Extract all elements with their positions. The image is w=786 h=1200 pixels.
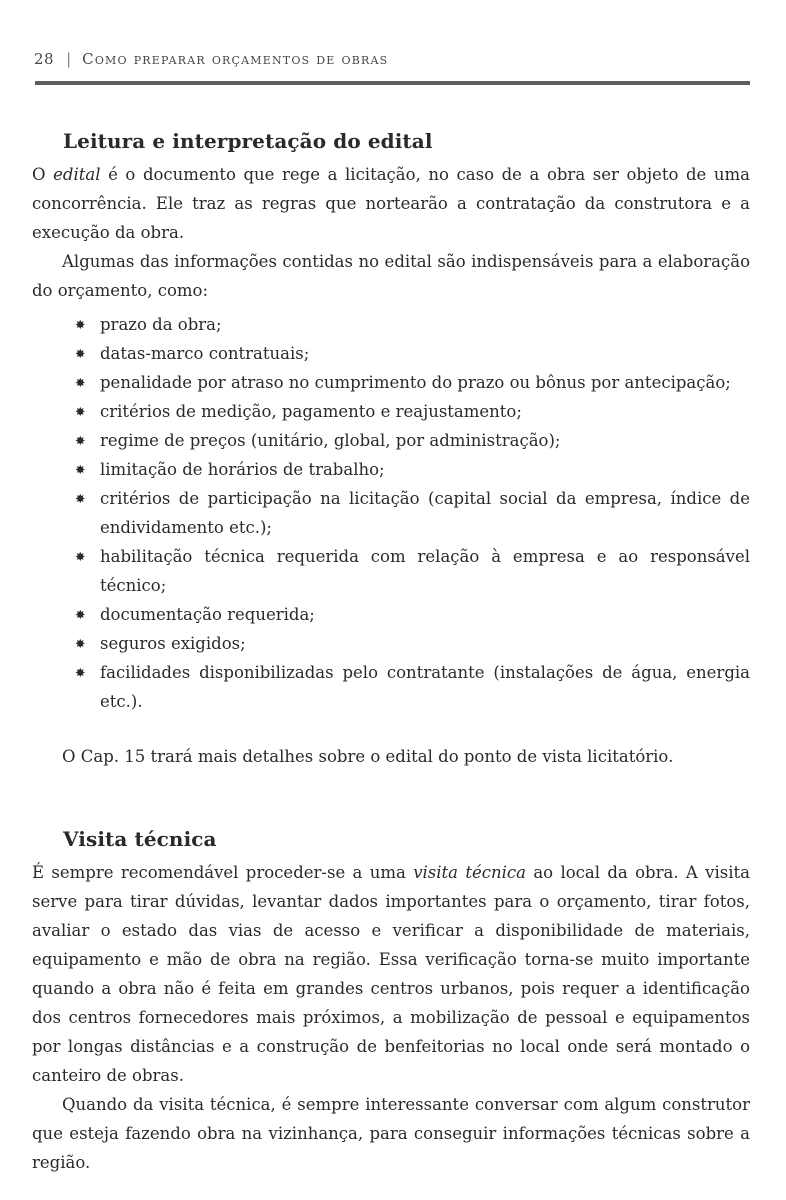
list-item-text: critérios de medição, pagamento e reajustamento; [100, 402, 522, 421]
list-item-text: habilitação técnica requerida com relação à empresa e ao responsável técnico; [100, 547, 750, 595]
text-run: Algumas das informações contidas no edital são indispensáveis para a elaboração do orçamento, como: [32, 252, 750, 300]
list-item-text: penalidade por atraso no cumprimento do prazo ou bônus por antecipação; [100, 373, 731, 392]
star-bullet-icon: ✸ [75, 549, 86, 564]
list-item [32, 397, 750, 426]
star-bullet-icon: ✸ [75, 491, 86, 506]
list-item-text: facilidades disponibilizadas pelo contratante (instalações de água, energia etc.). [100, 663, 750, 711]
list-item [32, 600, 750, 629]
paragraph-visita-intro [32, 858, 750, 1090]
list-item [32, 629, 750, 658]
star-bullet-icon: ✸ [75, 317, 86, 332]
paragraph-cap15-note [32, 742, 750, 771]
list-item [32, 542, 750, 600]
list-item [32, 339, 750, 368]
list-item-text: critérios de participação na licitação (capital social da empresa, índice de endividamento etc.); [100, 489, 750, 537]
italic-term: visita técnica [413, 863, 526, 882]
star-bullet-icon: ✸ [75, 665, 86, 680]
text-run: O [32, 165, 54, 184]
italic-term: edital [53, 165, 101, 184]
list-item [32, 484, 750, 542]
list-item-text: prazo da obra; [100, 315, 222, 334]
star-bullet-icon: ✸ [75, 375, 86, 390]
list-item [32, 426, 750, 455]
paragraph-visita-conversar [32, 1090, 750, 1177]
star-bullet-icon: ✸ [75, 404, 86, 419]
paragraph-edital-list-lead [32, 247, 750, 305]
list-item-text: limitação de horários de trabalho; [100, 460, 385, 479]
section-leitura-edital [32, 129, 750, 771]
list-item [32, 455, 750, 484]
text-run: é o documento que rege a licitação, no caso de a obra ser objeto de uma concorrência. Ele traz as regras que nortearão a contratação da construtora e a execução da obra. [32, 165, 750, 242]
text-run: O Cap. 15 trará mais detalhes sobre o edital do ponto de vista licitatório. [62, 747, 674, 766]
list-item-text: documentação requerida; [100, 605, 315, 624]
list-item [32, 368, 750, 397]
star-bullet-icon: ✸ [75, 433, 86, 448]
star-bullet-icon: ✸ [75, 346, 86, 361]
page-number: 28 [34, 50, 55, 68]
section-visita-tecnica [32, 827, 750, 1177]
header-separator: | [66, 50, 72, 68]
header-rule [35, 81, 750, 85]
list-item-text: seguros exigidos; [100, 634, 246, 653]
text-run: ao local da obra. A visita serve para tirar dúvidas, levantar dados importantes para o orçamento, tirar fotos, avaliar o estado das vias de acesso e verificar a disponibilidade de materiais, equipamento e mão de obra na região. Essa verificação torna-se muito importante quando a obra não é feita em grandes centros urbanos, pois requer a identificação dos centros fornecedores mais próximos, a mobilização de pessoal e equipamentos por longas distâncias e a construção de benfeitorias no local onde será montado o canteiro de obras. [32, 863, 750, 1085]
running-title: Como preparar orçamentos de obras [82, 50, 389, 68]
text-run: É sempre recomendável proceder-se a uma [32, 863, 414, 882]
section-heading-visita: Visita técnica [63, 827, 217, 851]
list-item [32, 310, 750, 339]
page-header [32, 50, 750, 69]
edital-info-list [32, 310, 750, 716]
list-item-text: regime de preços (unitário, global, por administração); [100, 431, 561, 450]
list-item [32, 658, 750, 716]
star-bullet-icon: ✸ [75, 462, 86, 477]
list-item-text: datas-marco contratuais; [100, 344, 310, 363]
section-heading-edital: Leitura e interpretação do edital [63, 129, 433, 153]
star-bullet-icon: ✸ [75, 636, 86, 651]
paragraph-edital-intro [32, 160, 750, 247]
star-bullet-icon: ✸ [75, 607, 86, 622]
text-run: Quando da visita técnica, é sempre interessante conversar com algum construtor que esteja fazendo obra na vizinhança, para conseguir informações técnicas sobre a região. [32, 1095, 750, 1172]
